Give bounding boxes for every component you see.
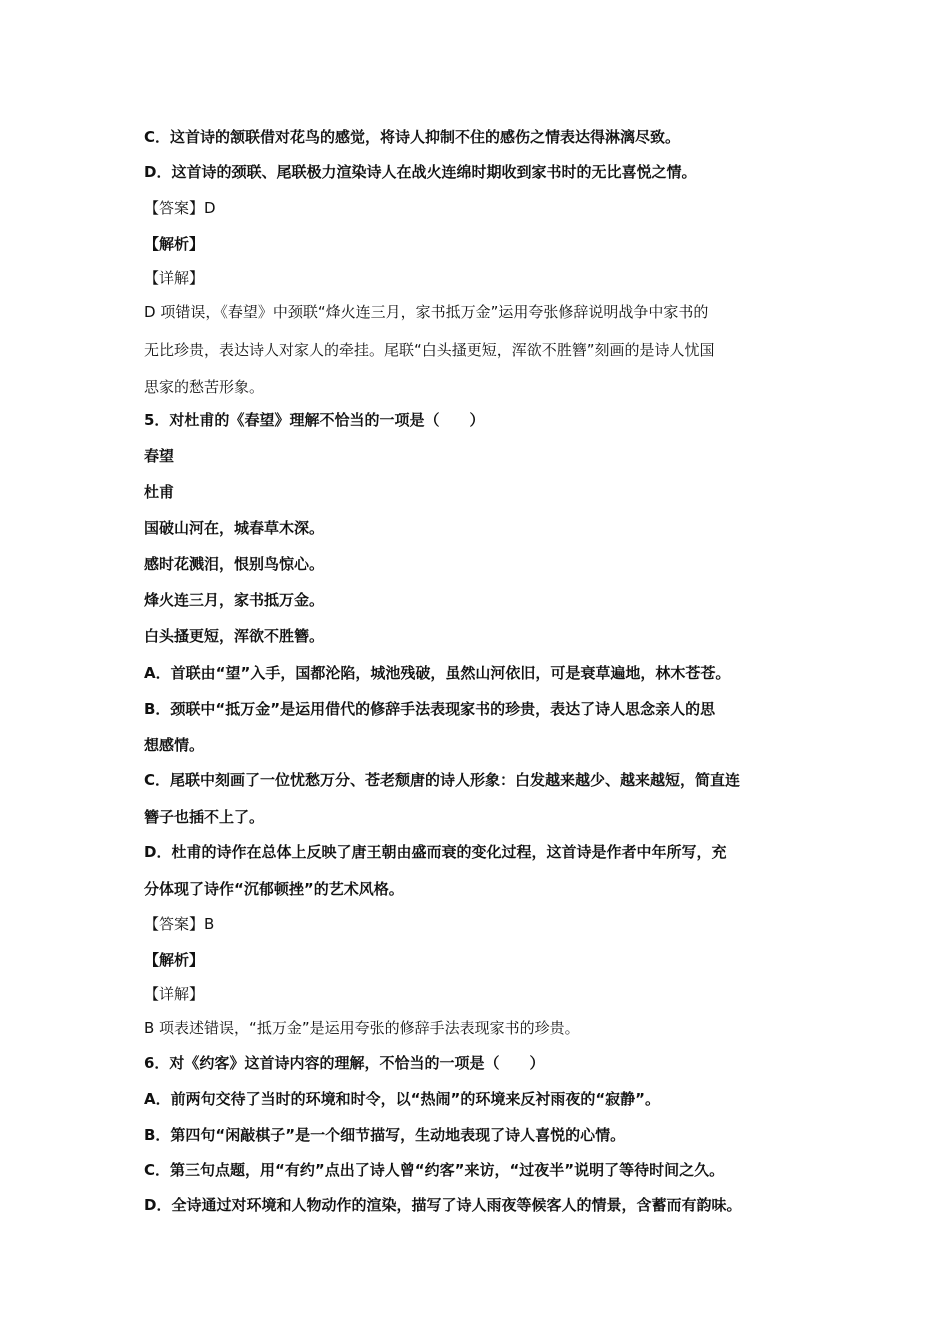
- poem-line-1: 国破山河在，城春草木深。: [144, 519, 325, 537]
- q6-option-b: B．第四句“闲敲棋子”是一个细节描写，生动地表现了诗人喜悦的心情。: [144, 1126, 626, 1144]
- poem-author: 杜甫: [144, 483, 175, 501]
- q5-option-d-line-1: D．杜甫的诗作在总体上反映了唐王朝由盛而衰的变化过程，这首诗是作者中年所写，充: [144, 843, 727, 861]
- q4-option-d: D．这首诗的颈联、尾联极力渲染诗人在战火连绵时期收到家书时的无比喜悦之情。: [144, 163, 697, 181]
- q5-option-d-line-2: 分体现了诗作“沉郁顿挫”的艺术风格。: [144, 880, 404, 898]
- poem-line-2: 感时花溅泪，恨别鸟惊心。: [144, 555, 325, 573]
- q5-detail-heading: 【详解】: [144, 985, 205, 1003]
- q4-option-c: C．这首诗的颔联借对花鸟的感觉，将诗人抑制不住的感伤之情表达得淋漓尽致。: [144, 128, 681, 146]
- q6-option-a: A．前两句交待了当时的环境和时令，以“热闹”的环境来反衬雨夜的“寂静”。: [144, 1090, 661, 1108]
- poem-line-4: 白头搔更短，浑欲不胜簪。: [144, 627, 325, 645]
- q4-analysis-heading: 【解析】: [144, 235, 205, 253]
- q6-question: 6．对《约客》这首诗内容的理解，不恰当的一项是（ ）: [144, 1054, 545, 1072]
- q6-option-c: C．第三句点题，用“有约”点出了诗人曾“约客”来访，“过夜半”说明了等待时间之久。: [144, 1161, 725, 1179]
- q4-detail-line-3: 思家的愁苦形象。: [144, 378, 265, 396]
- q5-option-b-line-2: 想感情。: [144, 736, 205, 754]
- q5-option-a: A．首联由“望”入手，国都沦陷，城池残破，虽然山河依旧，可是衰草遍地，林木苍苍。: [144, 664, 731, 682]
- poem-title: 春望: [144, 447, 175, 465]
- q5-option-b-line-1: B．颈联中“抵万金”是运用借代的修辞手法表现家书的珍贵，表达了诗人思念亲人的思: [144, 700, 716, 718]
- q4-detail-line-1: D 项错误，《春望》中颈联“烽火连三月，家书抵万金”运用夸张修辞说明战争中家书的: [144, 303, 709, 321]
- q5-question: 5．对杜甫的《春望》理解不恰当的一项是（ ）: [144, 411, 485, 429]
- q5-answer: 【答案】B: [144, 915, 215, 933]
- q4-detail-heading: 【详解】: [144, 269, 205, 287]
- poem-line-3: 烽火连三月，家书抵万金。: [144, 591, 325, 609]
- q5-detail-line-1: B 项表述错误，“抵万金”是运用夸张的修辞手法表现家书的珍贵。: [144, 1019, 580, 1037]
- q5-option-c-line-2: 簪子也插不上了。: [144, 808, 265, 826]
- q4-answer: 【答案】D: [144, 199, 216, 217]
- q6-option-d: D．全诗通过对环境和人物动作的渲染，描写了诗人雨夜等候客人的情景，含蓄而有韵味。: [144, 1196, 742, 1214]
- q4-detail-line-2: 无比珍贵，表达诗人对家人的牵挂。尾联“白头搔更短，浑欲不胜簪”刻画的是诗人忧国: [144, 341, 715, 359]
- q5-option-c-line-1: C．尾联中刻画了一位忧愁万分、苍老颓唐的诗人形象：白发越来越少、越来越短，简直连: [144, 771, 741, 789]
- q5-analysis-heading: 【解析】: [144, 951, 205, 969]
